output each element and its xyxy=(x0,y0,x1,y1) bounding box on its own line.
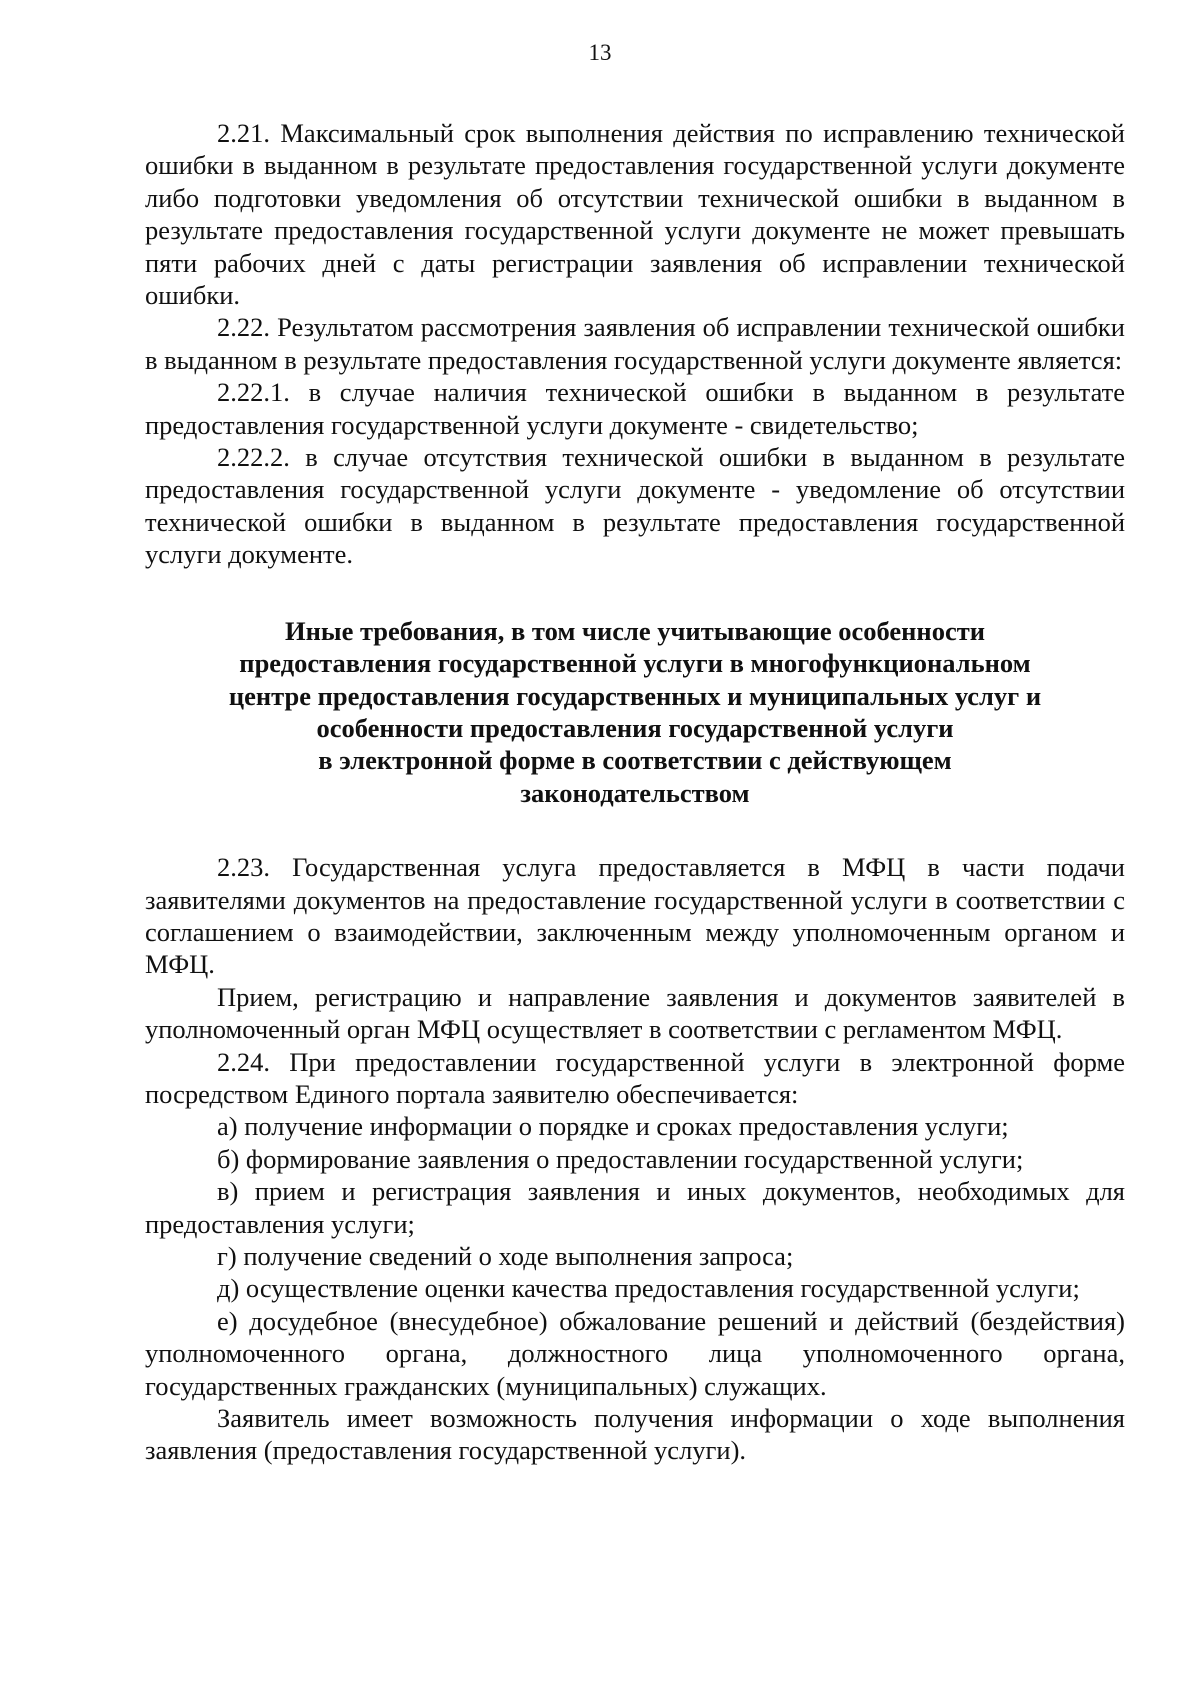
list-item-e: е) досудебное (внесудебное) обжалование решений и действий (бездействия) уполномоченного органа, должностного лица уполномоченного органа, государственных гражданских (муниципальных) служащих. xyxy=(145,1305,1125,1401)
paragraph-2-22-1: 2.22.1. в случае наличия технической ошибки в выданном в результате предоставления государственной услуги документе - свидетельство; xyxy=(145,377,1125,440)
heading-line: Иные требования, в том числе учитывающие особенности xyxy=(285,615,985,646)
list-item-g: г) получение сведений о ходе выполнения запроса; xyxy=(217,1241,794,1271)
paragraph-2-22: 2.22. Результатом рассмотрения заявления об исправлении технической ошибки в выданном в результате предоставления государственной услуги документе является: xyxy=(145,312,1125,375)
list-item-a: а) получение информации о порядке и сроках предоставления услуги; xyxy=(217,1111,1009,1142)
heading-line: в электронной форме в соответствии с действующем xyxy=(318,745,952,776)
heading-line: законодательством xyxy=(520,777,750,808)
paragraph-2-21: 2.21. Максимальный срок выполнения действия по исправлению технической ошибки в выданном в результате предоставления государственной услуги документе либо подготовки уведомления об отсутствии технической ошибки в выданном в результате предоставления государственной услуги документе не может превышать пяти рабочих дней с даты регистрации заявления об исправлении технической ошибки. xyxy=(145,118,1125,311)
heading-line: центре предоставления государственных и муниципальных услуг и xyxy=(228,680,1042,711)
list-item-b: б) формирование заявления о предоставлении государственной услуги; xyxy=(217,1143,1024,1174)
section-heading xyxy=(145,615,1125,809)
paragraph-2-24: 2.24. При предоставлении государственной услуги в электронной форме посредством Единого портала заявителю обеспечивается: xyxy=(145,1046,1125,1109)
list-item-d: д) осуществление оценки качества предоставления государственной услуги; xyxy=(217,1273,1080,1304)
paragraph-applicant-info: Заявитель имеет возможность получения информации о ходе выполнения заявления (предоставления государственной услуги). xyxy=(145,1403,1125,1466)
page-number: 13 xyxy=(588,40,612,65)
document-body xyxy=(145,117,1125,1467)
paragraph-2-23: 2.23. Государственная услуга предоставляется в МФЦ в части подачи заявителями документов на предоставление государственной услуги в соответствии с соглашением о взаимодействии, заключенным между уполномоченным органом и МФЦ. xyxy=(145,852,1125,980)
list-item-v: в) прием и регистрация заявления и иных документов, необходимых для предоставления услуги; xyxy=(145,1176,1125,1239)
paragraph-reception: Прием, регистрацию и направление заявления и документов заявителей в уполномоченный орган МФЦ осуществляет в соответствии с регламентом МФЦ. xyxy=(145,981,1125,1045)
heading-line: предоставления государственной услуги в многофункциональном xyxy=(239,648,1031,679)
paragraph-2-22-2: 2.22.2. в случае отсутствия технической ошибки в выданном в результате предоставления государственной услуги документе - уведомление об отсутствии технической ошибки в выданном в результате предоставления государственной услуги документе. xyxy=(145,442,1125,570)
heading-line: особенности предоставления государственной услуги xyxy=(316,712,954,743)
